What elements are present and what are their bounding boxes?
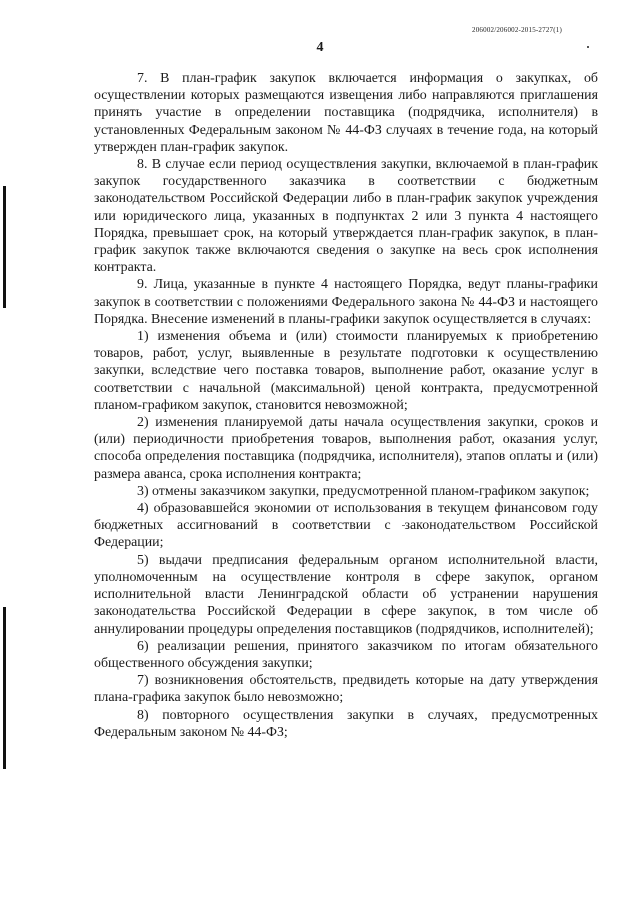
list-item-3: 3) отмены заказчиком закупки, предусмотренной планом-графиком закупок;	[137, 483, 590, 499]
page-number: 4	[316, 40, 324, 55]
scan-speck	[587, 46, 589, 48]
list-item-5: 5) выдачи предписания федеральным органом исполнительной власти, уполномоченным на осуществление контроля в сфере закупок, органом исполнительной власти Ленинградской области об устранении нарушения законодательства Российской Федерации в сфере закупок, в том числе об аннулировании процедуры определения поставщиков (подрядчиков, исполнителей);	[94, 552, 598, 637]
paragraph-8: 8. В случае если период осуществления закупки, включаемой в план-график закупок государственного заказчика в соответствии с бюджетным законодательством Российской Федерации либо в план-график закупок учреждения или юридического лица, указанных в подпунктах 2 или 3 пункта 4 настоящего Порядка, превышает срок, на который утверждается план-график закупок, в план-график закупок также включаются сведения о закупке на весь срок исполнения контракта.	[94, 157, 598, 276]
document-id: 206002/206002-2015-2727(1)	[472, 26, 562, 34]
list-item-7: 7) возникновения обстоятельств, предвидеть которые на дату утверждения плана-графика закупок было невозможно;	[94, 673, 598, 706]
list-item-4: 4) образовавшейся экономии от использования в текущем финансовом году бюджетных ассигнований в соответствии с законодательством Российской Федерации;	[94, 501, 598, 551]
paragraph-9: 9. Лица, указанные в пункте 4 настоящего Порядка, ведут планы-графики закупок в соответствии с положениями Федерального закона № 44-ФЗ и настоящего Порядка. Внесение изменений в планы-графики закупок осуществляется в случаях:	[94, 277, 598, 327]
document-body	[94, 70, 598, 741]
margin-bar	[3, 607, 6, 769]
list-item-6: 6) реализации решения, принятого заказчиком по итогам обязательного общественного обсуждения закупки;	[94, 638, 598, 671]
list-item-1: 1) изменения объема и (или) стоимости планируемых к приобретению товаров, работ, услуг, выявленные в результате подготовки к осуществлению закупки, вследствие чего поставка товаров, выполнение работ, оказание услуг в соответствии с начальной (максимальной) ценой контракта, предусмотренной планом-графиком закупок, становится невозможной;	[94, 329, 598, 413]
list-item-8: 8) повторного осуществления закупки в случаях, предусмотренных Федеральным законом № 44-ФЗ;	[94, 707, 598, 740]
paragraph-7: 7. В план-график закупок включается информация о закупках, об осуществлении которых размещаются извещения либо направляются приглашения принять участие в определении поставщика (подрядчика, исполнителя) в установленных Федеральным законом № 44-ФЗ случаях в течение года, на который утвержден план-график закупок.	[94, 71, 598, 155]
list-item-2: 2) изменения планируемой даты начала осуществления закупки, сроков и (или) периодичности приобретения товаров, выполнения работ, оказания услуг, способа определения поставщика (подрядчика, исполнителя), этапов оплаты и (или) размера аванса, срока исполнения контракта;	[94, 415, 598, 482]
margin-bar	[3, 186, 6, 308]
